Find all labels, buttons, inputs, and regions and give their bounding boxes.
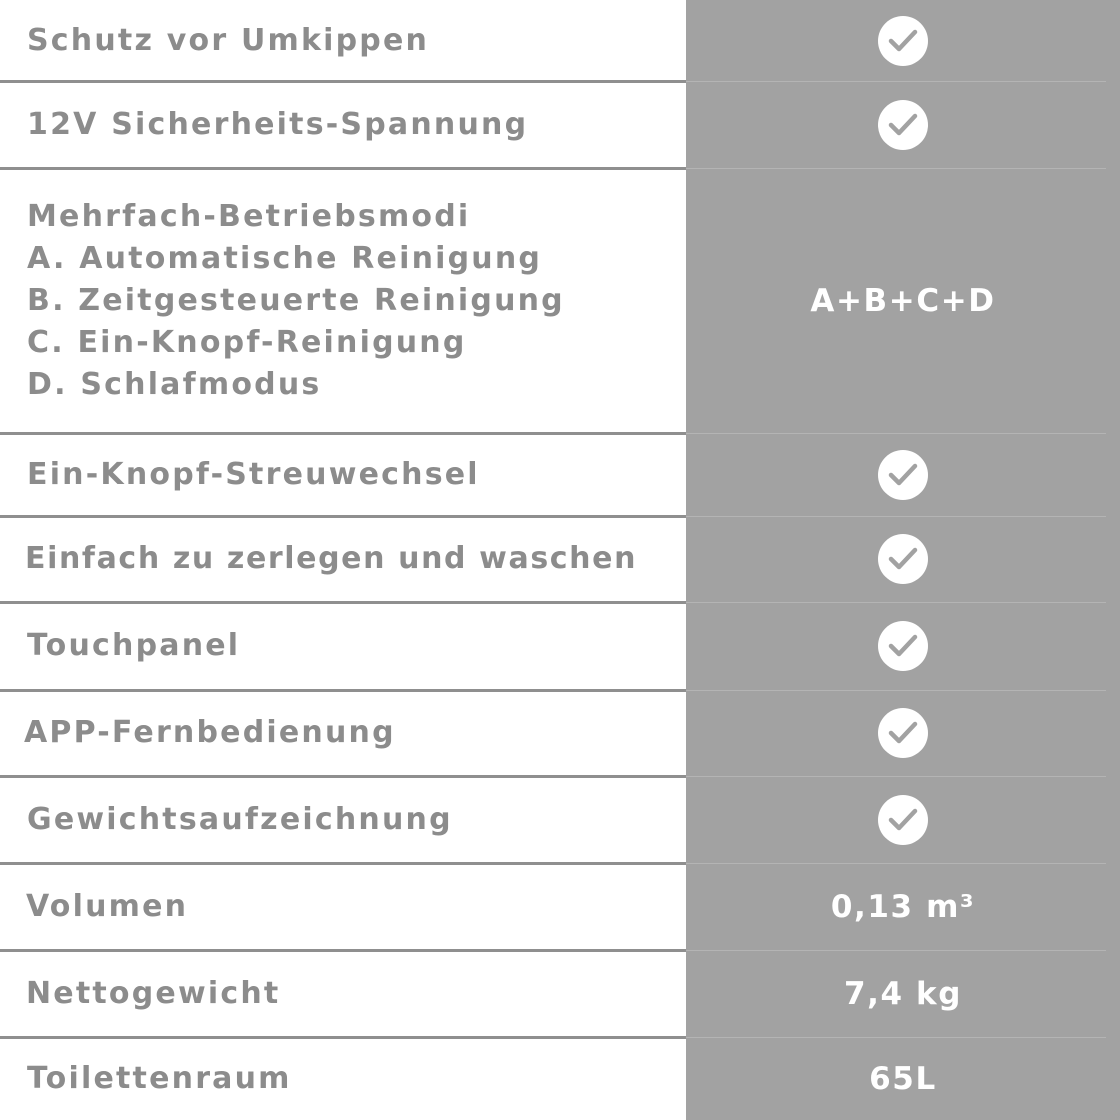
value-cell — [686, 602, 1120, 690]
row-divider — [686, 950, 1106, 951]
feature-cell — [0, 602, 686, 690]
feature-cell — [0, 516, 686, 602]
row-divider — [686, 863, 1106, 864]
value-cell — [686, 516, 1120, 602]
check-circle-icon — [878, 621, 928, 671]
check-circle-icon — [878, 450, 928, 500]
table-row — [0, 1037, 1120, 1120]
feature-label: Schutz vor Umkippen — [27, 22, 430, 58]
check-circle-icon — [878, 795, 928, 845]
feature-label: Nettogewicht — [26, 975, 281, 1011]
feature-label: Mehrfach-Betriebsmodi — [27, 198, 471, 234]
row-divider — [686, 776, 1106, 777]
row-divider — [0, 862, 686, 865]
table-row — [0, 776, 1120, 863]
feature-cell — [0, 950, 686, 1037]
table-row — [0, 516, 1120, 602]
value-cell — [686, 1037, 1120, 1120]
mode-item-d: D. Schlafmodus — [27, 366, 322, 402]
row-divider — [0, 601, 686, 604]
value-text: A+B+C+D — [810, 282, 996, 319]
feature-label: Touchpanel — [27, 628, 241, 663]
table-row — [0, 168, 1120, 433]
value-cell — [686, 81, 1120, 168]
table-row — [0, 950, 1120, 1037]
feature-cell — [0, 168, 686, 433]
feature-label: Volumen — [26, 888, 189, 924]
row-divider — [686, 433, 1106, 434]
value-cell — [686, 0, 1120, 81]
row-divider — [0, 515, 686, 518]
feature-label: APP-Fernbedienung — [24, 715, 396, 750]
row-divider — [686, 516, 1106, 517]
row-divider — [0, 432, 686, 435]
table-row — [0, 81, 1120, 168]
feature-cell — [0, 433, 686, 516]
check-circle-icon — [878, 16, 928, 66]
check-circle-icon — [878, 100, 928, 150]
value-text: 0,13 m³ — [830, 888, 976, 925]
feature-cell — [0, 81, 686, 168]
row-divider — [686, 602, 1106, 603]
row-divider — [686, 1037, 1106, 1038]
value-text: 65L — [869, 1060, 937, 1097]
value-cell — [686, 863, 1120, 950]
feature-cell — [0, 0, 686, 81]
feature-cell — [0, 690, 686, 776]
table-row — [0, 0, 1120, 81]
feature-label: 12V Sicherheits-Spannung — [27, 106, 529, 142]
row-divider — [0, 775, 686, 778]
row-divider — [0, 689, 686, 692]
row-divider — [0, 1036, 686, 1039]
mode-item-c: C. Ein-Knopf-Reinigung — [27, 324, 467, 360]
mode-item-a: A. Automatische Reinigung — [27, 240, 543, 276]
row-divider — [686, 690, 1106, 691]
value-text: 7,4 kg — [843, 975, 963, 1012]
feature-label: Einfach zu zerlegen und waschen — [25, 541, 638, 576]
table-row — [0, 690, 1120, 776]
value-cell — [686, 168, 1120, 433]
value-cell — [686, 433, 1120, 516]
feature-label: Gewichtsaufzeichnung — [27, 801, 453, 837]
value-cell — [686, 690, 1120, 776]
feature-label: Ein-Knopf-Streuwechsel — [27, 456, 480, 492]
row-divider — [686, 168, 1106, 169]
table-row — [0, 863, 1120, 950]
mode-item-b: B. Zeitgesteuerte Reinigung — [27, 282, 565, 318]
table-row — [0, 602, 1120, 690]
feature-cell — [0, 863, 686, 950]
check-circle-icon — [878, 708, 928, 758]
row-divider — [0, 80, 686, 83]
row-divider — [0, 949, 686, 952]
feature-label: Toilettenraum — [27, 1060, 292, 1096]
value-cell — [686, 950, 1120, 1037]
feature-cell — [0, 776, 686, 863]
value-cell — [686, 776, 1120, 863]
row-divider — [686, 81, 1106, 82]
feature-cell — [0, 1037, 686, 1120]
check-circle-icon — [878, 534, 928, 584]
table-row — [0, 433, 1120, 516]
row-divider — [0, 167, 686, 170]
